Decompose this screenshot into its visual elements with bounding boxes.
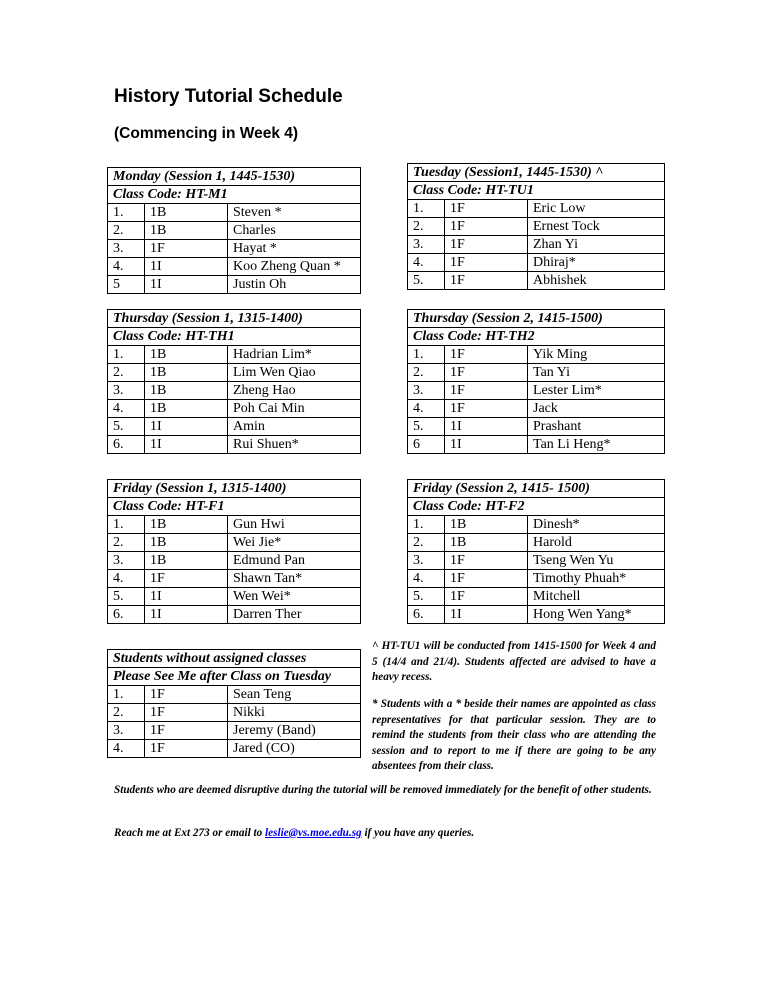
row-number: 2. xyxy=(108,534,145,552)
student-name: Wen Wei* xyxy=(228,588,361,606)
row-number: 2. xyxy=(108,222,145,240)
contact-note xyxy=(114,826,656,842)
table-row xyxy=(108,346,361,364)
class-name: 1B xyxy=(145,516,228,534)
class-code-heading xyxy=(108,328,361,346)
session-heading xyxy=(408,164,665,182)
class-name: 1F xyxy=(145,740,228,758)
student-name: Jared (CO) xyxy=(228,740,361,758)
class-code-heading xyxy=(408,182,665,200)
student-name: Poh Cai Min xyxy=(228,400,361,418)
student-name: Mitchell xyxy=(528,588,665,606)
class-name: 1F xyxy=(145,686,228,704)
class-name: 1B xyxy=(145,382,228,400)
row-number: 5. xyxy=(408,588,445,606)
class-code-heading xyxy=(108,668,361,686)
session-heading-text: Monday (Session 1, 1445-1530) xyxy=(108,168,361,186)
row-number: 5 xyxy=(108,276,145,294)
session-heading-text: Thursday (Session 1, 1315-1400) xyxy=(108,310,361,328)
class-name: 1B xyxy=(145,400,228,418)
row-number: 1. xyxy=(108,204,145,222)
student-name: Yik Ming xyxy=(528,346,665,364)
class-name: 1F xyxy=(445,552,528,570)
table-row xyxy=(108,722,361,740)
email-link[interactable]: leslie@vs.moe.edu.sg xyxy=(265,827,362,839)
row-number: 3. xyxy=(408,552,445,570)
class-code-heading-text: Class Code: HT-TH2 xyxy=(408,328,665,346)
class-name: 1B xyxy=(145,552,228,570)
class-name: 1F xyxy=(445,570,528,588)
schedule-table-thursday-session-2 xyxy=(407,309,665,454)
student-name: Dhiraj* xyxy=(528,254,665,272)
table-row xyxy=(408,346,665,364)
row-number: 4. xyxy=(108,570,145,588)
class-name: 1I xyxy=(445,418,528,436)
table-row xyxy=(108,276,361,294)
student-name: Zheng Hao xyxy=(228,382,361,400)
schedule-table-friday-session-1 xyxy=(107,479,361,624)
page-subtitle: (Commencing in Week 4) xyxy=(114,125,299,142)
table-row xyxy=(108,606,361,624)
class-name: 1F xyxy=(445,200,528,218)
table-row xyxy=(408,606,665,624)
class-name: 1F xyxy=(445,346,528,364)
row-number: 4. xyxy=(408,400,445,418)
schedule-table-monday xyxy=(107,167,361,294)
class-name: 1F xyxy=(145,570,228,588)
table-row xyxy=(408,254,665,272)
row-number: 3. xyxy=(108,552,145,570)
session-heading xyxy=(408,310,665,328)
class-code-heading-text: Class Code: HT-TH1 xyxy=(108,328,361,346)
recess-note: ^ HT-TU1 will be conducted from 1415-1500 for Week 4 and 5 (14/4 and 21/4). Students affected are advised to have a heavy recess. xyxy=(372,640,656,683)
student-name: Tan Yi xyxy=(528,364,665,382)
class-code-heading-text: Class Code: HT-F2 xyxy=(408,498,665,516)
session-heading xyxy=(108,168,361,186)
student-name: Jeremy (Band) xyxy=(228,722,361,740)
table-row xyxy=(408,552,665,570)
session-heading xyxy=(108,310,361,328)
class-code-heading-text: Class Code: HT-M1 xyxy=(108,186,361,204)
class-name: 1F xyxy=(445,218,528,236)
row-number: 1. xyxy=(108,346,145,364)
table-row xyxy=(108,240,361,258)
student-name: Rui Shuen* xyxy=(228,436,361,454)
class-name: 1F xyxy=(445,254,528,272)
class-name: 1B xyxy=(445,534,528,552)
table-row xyxy=(408,272,665,290)
row-number: 5. xyxy=(108,418,145,436)
session-heading xyxy=(408,480,665,498)
table-row xyxy=(408,382,665,400)
student-name: Koo Zheng Quan * xyxy=(228,258,361,276)
row-number: 3. xyxy=(108,240,145,258)
class-name: 1B xyxy=(145,534,228,552)
class-name: 1B xyxy=(145,222,228,240)
class-name: 1I xyxy=(145,436,228,454)
class-code-heading-text: Class Code: HT-TU1 xyxy=(408,182,665,200)
session-heading-text: Thursday (Session 2, 1415-1500) xyxy=(408,310,665,328)
table-row xyxy=(408,218,665,236)
student-name: Darren Ther xyxy=(228,606,361,624)
class-name: 1B xyxy=(445,516,528,534)
row-number: 5. xyxy=(408,418,445,436)
student-name: Wei Jie* xyxy=(228,534,361,552)
student-name: Prashant xyxy=(528,418,665,436)
student-name: Tseng Wen Yu xyxy=(528,552,665,570)
row-number: 5. xyxy=(108,588,145,606)
class-code-heading-text: Please See Me after Class on Tuesday xyxy=(108,668,361,686)
row-number: 5. xyxy=(408,272,445,290)
student-name: Justin Oh xyxy=(228,276,361,294)
class-name: 1I xyxy=(445,436,528,454)
row-number: 6. xyxy=(408,606,445,624)
table-row xyxy=(108,516,361,534)
table-row xyxy=(108,222,361,240)
contact-suffix: if you have any queries. xyxy=(361,827,475,839)
student-name: Dinesh* xyxy=(528,516,665,534)
row-number: 3. xyxy=(108,722,145,740)
schedule-table-thursday-session-1 xyxy=(107,309,361,454)
student-name: Eric Low xyxy=(528,200,665,218)
table-row xyxy=(108,258,361,276)
student-name: Jack xyxy=(528,400,665,418)
class-name: 1I xyxy=(145,276,228,294)
student-name: Abhishek xyxy=(528,272,665,290)
row-number: 4. xyxy=(408,570,445,588)
row-number: 1. xyxy=(108,686,145,704)
table-row xyxy=(408,534,665,552)
student-name: Timothy Phuah* xyxy=(528,570,665,588)
row-number: 3. xyxy=(408,382,445,400)
class-name: 1B xyxy=(145,204,228,222)
table-row xyxy=(108,704,361,722)
class-name: 1F xyxy=(145,240,228,258)
table-row xyxy=(108,418,361,436)
table-row xyxy=(408,200,665,218)
student-name: Edmund Pan xyxy=(228,552,361,570)
student-name: Harold xyxy=(528,534,665,552)
row-number: 6. xyxy=(108,436,145,454)
table-row xyxy=(408,570,665,588)
table-row xyxy=(408,400,665,418)
session-heading xyxy=(108,480,361,498)
row-number: 4. xyxy=(108,740,145,758)
student-name: Hong Wen Yang* xyxy=(528,606,665,624)
table-row xyxy=(408,236,665,254)
class-name: 1F xyxy=(445,382,528,400)
table-row xyxy=(108,382,361,400)
row-number: 1. xyxy=(408,516,445,534)
session-heading xyxy=(108,650,361,668)
student-name: Sean Teng xyxy=(228,686,361,704)
row-number: 2. xyxy=(108,704,145,722)
table-row xyxy=(108,740,361,758)
student-name: Lim Wen Qiao xyxy=(228,364,361,382)
student-name: Hayat * xyxy=(228,240,361,258)
row-number: 4. xyxy=(408,254,445,272)
table-row xyxy=(108,436,361,454)
row-number: 3. xyxy=(108,382,145,400)
table-row xyxy=(408,418,665,436)
class-code-heading xyxy=(108,498,361,516)
row-number: 1. xyxy=(108,516,145,534)
row-number: 1. xyxy=(408,346,445,364)
table-row xyxy=(408,516,665,534)
row-number: 2. xyxy=(108,364,145,382)
class-name: 1I xyxy=(145,258,228,276)
row-number: 2. xyxy=(408,534,445,552)
class-name: 1F xyxy=(445,400,528,418)
student-name: Tan Li Heng* xyxy=(528,436,665,454)
class-name: 1F xyxy=(145,722,228,740)
row-number: 1. xyxy=(408,200,445,218)
class-name: 1I xyxy=(145,588,228,606)
row-number: 3. xyxy=(408,236,445,254)
class-code-heading xyxy=(108,186,361,204)
class-name: 1F xyxy=(445,364,528,382)
class-name: 1I xyxy=(445,606,528,624)
unassigned-students-table xyxy=(107,649,361,758)
session-heading-text: Tuesday (Session1, 1445-1530) ^ xyxy=(408,164,665,182)
representatives-note: * Students with a * beside their names are appointed as class representatives for that particular session. They are to remind the students from their class who are attending the session and to report to me if there are going to be any absentees from their class. xyxy=(372,698,656,772)
table-row xyxy=(408,436,665,454)
row-number: 6. xyxy=(108,606,145,624)
student-name: Hadrian Lim* xyxy=(228,346,361,364)
row-number: 2. xyxy=(408,218,445,236)
table-row xyxy=(408,588,665,606)
session-heading-text: Students without assigned classes xyxy=(108,650,361,668)
class-name: 1B xyxy=(145,346,228,364)
student-name: Ernest Tock xyxy=(528,218,665,236)
table-row xyxy=(108,204,361,222)
student-name: Steven * xyxy=(228,204,361,222)
student-name: Charles xyxy=(228,222,361,240)
schedule-table-friday-session-2 xyxy=(407,479,665,624)
student-name: Shawn Tan* xyxy=(228,570,361,588)
class-code-heading-text: Class Code: HT-F1 xyxy=(108,498,361,516)
page-title: History Tutorial Schedule xyxy=(114,86,343,107)
table-row xyxy=(108,570,361,588)
class-code-heading xyxy=(408,328,665,346)
class-name: 1F xyxy=(145,704,228,722)
class-code-heading xyxy=(408,498,665,516)
disruptive-note: Students who are deemed disruptive during the tutorial will be removed immediately for the benefit of other students. xyxy=(114,784,652,796)
table-row xyxy=(408,364,665,382)
row-number: 2. xyxy=(408,364,445,382)
table-row xyxy=(108,552,361,570)
table-row xyxy=(108,588,361,606)
row-number: 4. xyxy=(108,400,145,418)
session-heading-text: Friday (Session 1, 1315-1400) xyxy=(108,480,361,498)
session-heading-text: Friday (Session 2, 1415- 1500) xyxy=(408,480,665,498)
row-number: 6 xyxy=(408,436,445,454)
student-name: Zhan Yi xyxy=(528,236,665,254)
class-name: 1I xyxy=(145,606,228,624)
table-row xyxy=(108,364,361,382)
contact-prefix: Reach me at Ext 273 or email to xyxy=(114,827,266,839)
class-name: 1F xyxy=(445,272,528,290)
class-name: 1B xyxy=(145,364,228,382)
class-name: 1F xyxy=(445,236,528,254)
class-name: 1F xyxy=(445,588,528,606)
row-number: 4. xyxy=(108,258,145,276)
student-name: Amin xyxy=(228,418,361,436)
student-name: Lester Lim* xyxy=(528,382,665,400)
schedule-table-tuesday xyxy=(407,163,665,290)
student-name: Nikki xyxy=(228,704,361,722)
class-name: 1I xyxy=(145,418,228,436)
student-name: Gun Hwi xyxy=(228,516,361,534)
table-row xyxy=(108,686,361,704)
table-row xyxy=(108,400,361,418)
table-row xyxy=(108,534,361,552)
